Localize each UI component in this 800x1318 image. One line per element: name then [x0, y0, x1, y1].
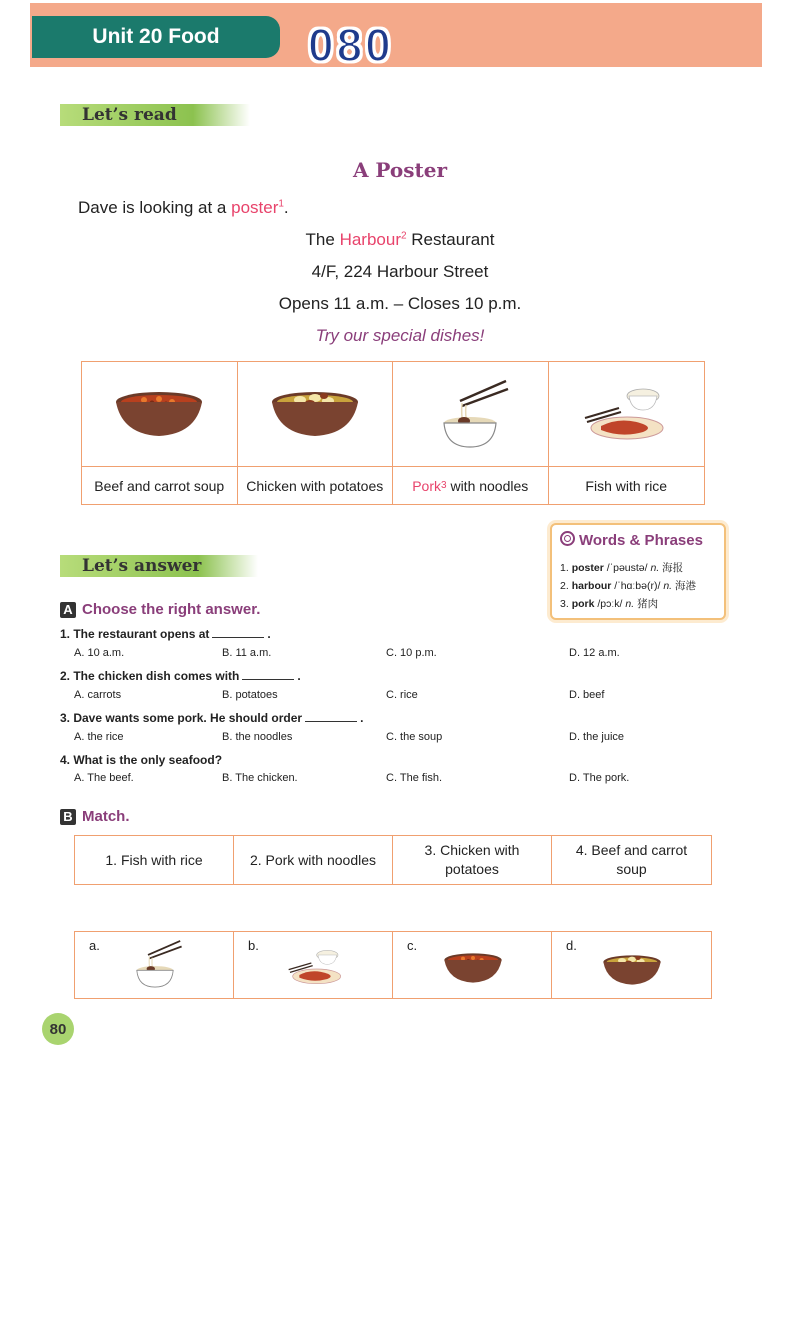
question-1: 1. The restaurant opens at .: [60, 627, 271, 641]
option[interactable]: B. The chicken.: [222, 772, 298, 784]
restaurant-address: 4/F, 224 Harbour Street: [311, 262, 489, 281]
lets-answer-tag: Let’s answer: [60, 555, 258, 577]
beef-carrot-soup-icon: [443, 952, 503, 984]
footer-page-number: 80: [42, 1013, 74, 1045]
option[interactable]: B. the noodles: [222, 731, 293, 743]
match-picture[interactable]: a.: [75, 932, 234, 998]
option[interactable]: B. potatoes: [222, 689, 278, 701]
option[interactable]: D. 12 a.m.: [569, 647, 620, 659]
page-number-badge: 080: [308, 19, 394, 71]
tagline: Try our special dishes!: [315, 326, 485, 345]
fish-rice-icon: [549, 362, 705, 466]
part-a-heading: A Choose the right answer.: [60, 599, 260, 618]
part-b-heading: B Match.: [60, 806, 130, 825]
poster-word: poster: [231, 198, 279, 217]
match-item[interactable]: 1. Fish with rice: [75, 836, 234, 884]
intro-sentence: Dave is looking at a poster$^1$.: [78, 198, 289, 217]
option[interactable]: A. the rice: [74, 731, 124, 743]
dish-table: [81, 361, 705, 505]
option[interactable]: D. the juice: [569, 731, 625, 743]
beef-carrot-soup-icon: [82, 362, 238, 466]
match-items-table: [74, 835, 712, 885]
pork-noodles-icon: [127, 938, 183, 990]
option[interactable]: D. beef: [569, 689, 605, 701]
pork-noodles-icon: [393, 362, 549, 466]
option[interactable]: C. the soup: [386, 731, 443, 743]
match-picture[interactable]: c.: [393, 932, 552, 998]
option[interactable]: D. The pork.: [569, 772, 630, 784]
word-entry: 2. harbour /ˈhɑːbə(r)/ n. 海港: [560, 580, 696, 592]
lets-read-tag: Let’s read: [60, 104, 250, 126]
option[interactable]: A. carrots: [74, 689, 122, 701]
restaurant-name: The Harbour$^2$ Restaurant: [305, 230, 495, 249]
option[interactable]: A. The beef.: [74, 772, 134, 784]
dish-label: Fish with rice: [549, 466, 705, 504]
match-item[interactable]: 3. Chicken with potatoes: [393, 836, 552, 884]
poster-title: A Poster: [352, 158, 448, 182]
match-picture[interactable]: b.: [234, 932, 393, 998]
option[interactable]: C. The fish.: [386, 772, 443, 784]
fish-rice-icon: [286, 946, 346, 988]
match-pictures-table: [74, 931, 712, 999]
unit-title: Unit 20 Food: [32, 16, 280, 58]
chicken-potatoes-icon: [238, 362, 394, 466]
word-entry: 3. pork /pɔːk/ n. 猪肉: [560, 598, 659, 610]
question-4: 4. What is the only seafood?: [60, 753, 223, 767]
chicken-potatoes-icon: [602, 954, 662, 986]
option[interactable]: C. rice: [386, 689, 418, 701]
question-2: 2. The chicken dish comes with .: [60, 669, 301, 683]
dish-label: Beef and carrot soup: [82, 466, 238, 504]
word-entry: 1. poster /ˈpəustə/ n. 海报: [560, 562, 684, 574]
match-picture[interactable]: d.: [552, 932, 711, 998]
match-item[interactable]: 4. Beef and carrot soup: [575, 842, 688, 877]
dish-label: Pork 3 with noodles: [393, 466, 549, 504]
option[interactable]: A. 10 a.m.: [74, 647, 125, 659]
option[interactable]: C. 10 p.m.: [386, 647, 437, 659]
question-3: 3. Dave wants some pork. He should order .: [60, 711, 364, 725]
target-icon: [560, 531, 575, 546]
dish-label: Chicken with potatoes: [238, 466, 394, 504]
option[interactable]: B. 11 a.m.: [222, 647, 272, 659]
match-item[interactable]: 2. Pork with noodles: [234, 836, 393, 884]
words-phrases-box: Words & Phrases 1. poster /ˈpəustə/ n. 海报 2. harbour /ˈhɑːbə(r)/ n. 海港 3. pork /pɔːk/ n. 猪肉: [550, 523, 726, 620]
restaurant-hours: Opens 11 a.m. – Closes 10 p.m.: [278, 294, 522, 313]
